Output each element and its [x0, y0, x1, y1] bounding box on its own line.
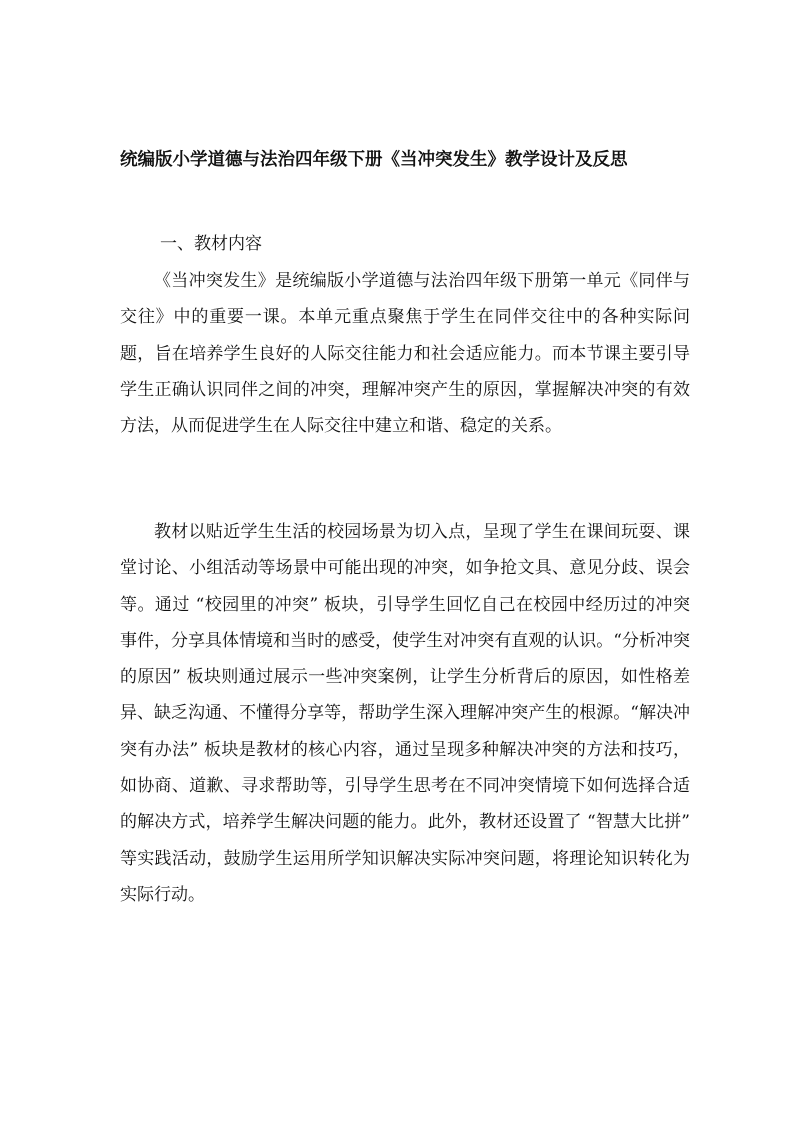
section-heading: 一、教材内容	[160, 234, 262, 254]
document-title: 统编版小学道德与法治四年级下册《当冲突发生》教学设计及反思	[120, 150, 628, 170]
paragraph-1: 《当冲突发生》是统编版小学道德与法治四年级下册第一单元《同伴与交往》中的重要一课。本单元重点聚焦于学生在同伴交往中的各种实际问题，旨在培养学生良好的人际交往能力和社会适应能力。而本节课主要引导学生正确认识同伴之间的冲突，理解冲突产生的原因，掌握解决冲突的有效方法，从而促进学生在人际交往中建立和谐、稳定的关系。	[120, 271, 690, 437]
paragraph-2: 教材以贴近学生生活的校园场景为切入点，呈现了学生在课间玩耍、课堂讨论、小组活动等场景中可能出现的冲突，如争抢文具、意见分歧、误会等。通过 “校园里的冲突” 板块，引导学生回忆自己在校园中经历过的冲突事件，分享具体情境和当时的感受，使学生对冲突有直观的认识。“分析冲突的原因” 板块则通过展示一些冲突案例，让学生分析背后的原因，如性格差异、缺乏沟通、不懂得分享等，帮助学生深入理解冲突产生的根源。“解决冲突有办法” 板块是教材的核心内容，通过呈现多种解决冲突的方法和技巧，如协商、道歉、寻求帮助等，引导学生思考在不同冲突情境下如何选择合适的解决方式，培养学生解决问题的能力。此外，教材还设置了 “智慧大比拼” 等实践活动，鼓励学生运用所学知识解决实际冲突问题，将理论知识转化为实际行动。	[120, 522, 690, 905]
